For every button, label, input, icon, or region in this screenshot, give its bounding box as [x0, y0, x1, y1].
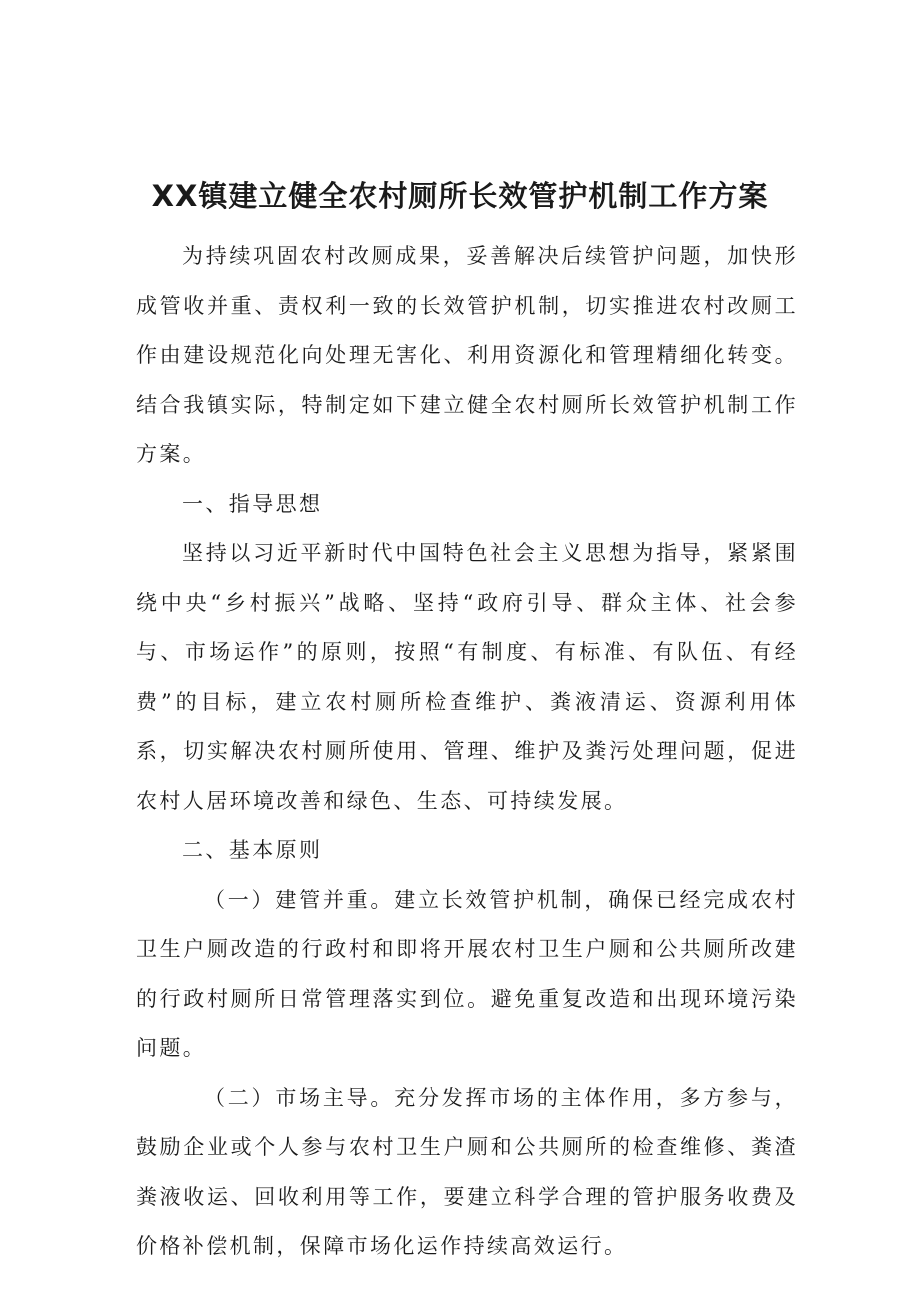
paragraph-guiding-ideology: 坚持以习近平新时代中国特色社会主义思想为指导，紧紧围绕中央“乡村振兴”战略、坚持“政府引导、群众主体、社会参与、市场运作”的原则，按照“有制度、有标准、有队伍、有经费”的目标，建立农村厕所检查维护、粪液清运、资源利用体系，切实解决农村厕所使用、管理、维护及粪污处理问题，促进农村人居环境改善和绿色、生态、可持续发展。	[136, 541, 798, 813]
section-heading-basic-principles: 二、基本原则	[182, 838, 323, 862]
section-heading-guiding-ideology: 一、指导思想	[182, 491, 323, 516]
intro-paragraph: 为持续巩固农村改厕成果，妥善解决后续管护问题，加快形成管收并重、责权利一致的长效管护机制，切实推进农村改厕工作由建设规范化向处理无害化、利用资源化和管理精细化转变。结合我镇实际，特制定如下建立健全农村厕所长效管护机制工作方案。	[136, 244, 798, 466]
paragraph-principle-market-led: （二）市场主导。充分发挥市场的主体作用，多方参与，鼓励企业或个人参与农村卫生户厕和公共厕所的检查维修、粪渣粪液收运、回收利用等工作，要建立科学合理的管护服务收费及价格补偿机制，保障市场化运作持续高效运行。	[136, 1085, 798, 1258]
document-title: XX镇建立健全农村厕所长效管护机制工作方案	[151, 179, 769, 213]
paragraph-principle-construction-management: （一）建管并重。建立长效管护机制，确保已经完成农村卫生户厕改造的行政村和即将开展农村卫生户厕和公共厕所改建的行政村厕所日常管理落实到位。避免重复改造和出现环境污染问题。	[136, 887, 798, 1060]
document-body	[136, 232, 798, 1272]
